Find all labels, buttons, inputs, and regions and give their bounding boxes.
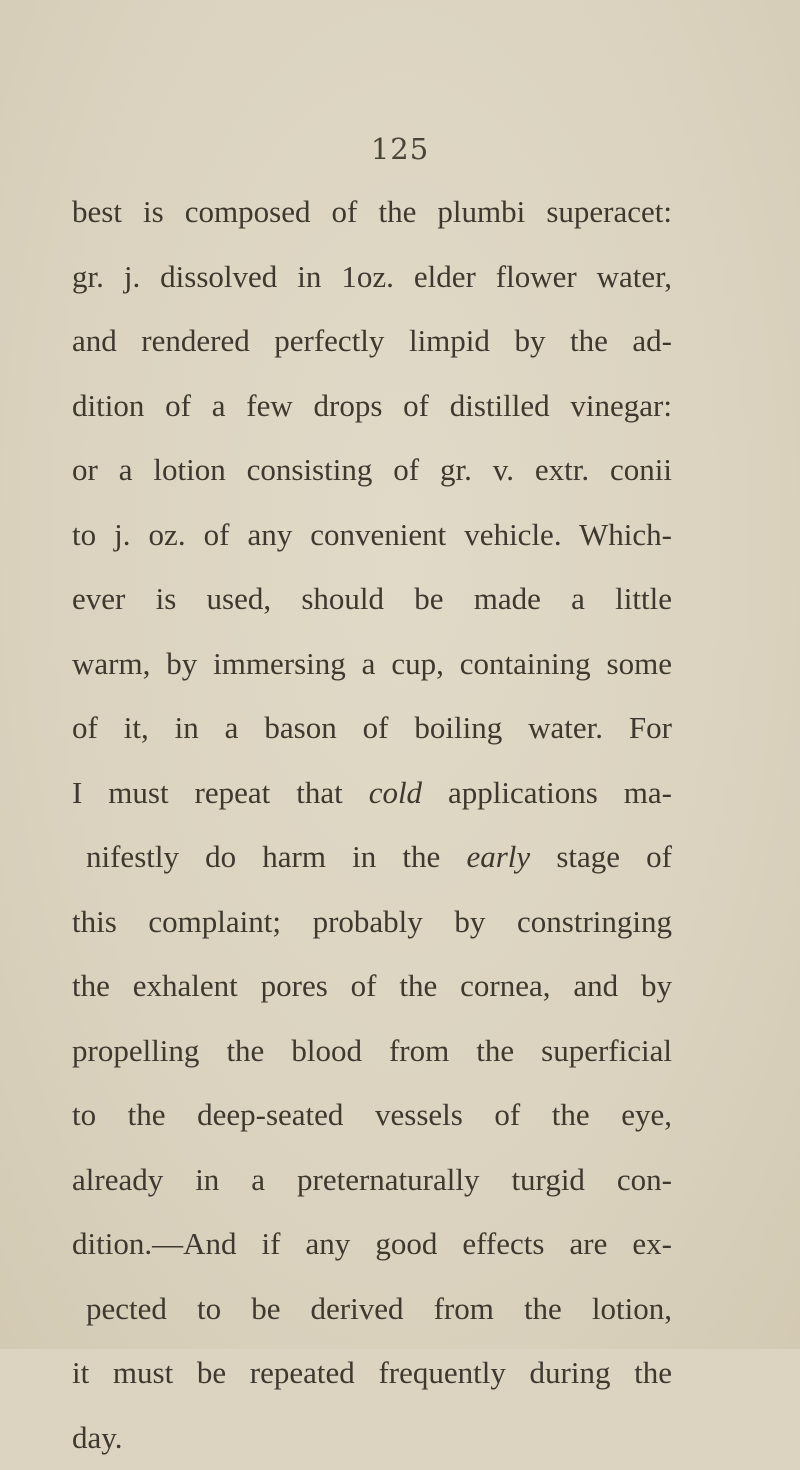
body-text <box>72 180 672 1470</box>
text-line: the exhalent pores of the cornea, and by <box>72 954 672 1019</box>
text-line: propelling the blood from the superficial <box>72 1019 672 1084</box>
text-run: applications ma- <box>422 775 672 810</box>
text-run: nifestly do harm in the <box>86 839 466 874</box>
text-line: or a lotion consisting of gr. v. extr. conii <box>72 438 672 503</box>
italic-word: early <box>466 839 530 874</box>
page-number: 125 <box>0 132 800 166</box>
text-line: already in a preternaturally turgid con- <box>72 1148 672 1213</box>
text-line <box>72 761 672 826</box>
text-line: best is composed of the plumbi superacet: <box>72 180 672 245</box>
text-run: I must repeat that <box>72 775 369 810</box>
text-line: to the deep-seated vessels of the eye, <box>72 1083 672 1148</box>
text-line: ever is used, should be made a little <box>72 567 672 632</box>
text-line: of it, in a bason of boiling water. For <box>72 696 672 761</box>
text-line: pected to be derived from the lotion, <box>72 1277 672 1342</box>
text-run: stage of <box>530 839 672 874</box>
text-line: to j. oz. of any convenient vehicle. Which- <box>72 503 672 568</box>
text-line: warm, by immersing a cup, containing some <box>72 632 672 697</box>
text-line: this complaint; probably by constringing <box>72 890 672 955</box>
text-line: gr. j. dissolved in 1oz. elder flower water, <box>72 245 672 310</box>
text-line: and rendered perfectly limpid by the ad- <box>72 309 672 374</box>
italic-word: cold <box>369 775 422 810</box>
text-line: dition.—And if any good effects are ex- <box>72 1212 672 1277</box>
text-line: dition of a few drops of distilled vinegar: <box>72 374 672 439</box>
text-line: it must be repeated frequently during the <box>72 1341 672 1406</box>
text-line <box>72 825 672 890</box>
text-line: day. <box>72 1406 672 1470</box>
